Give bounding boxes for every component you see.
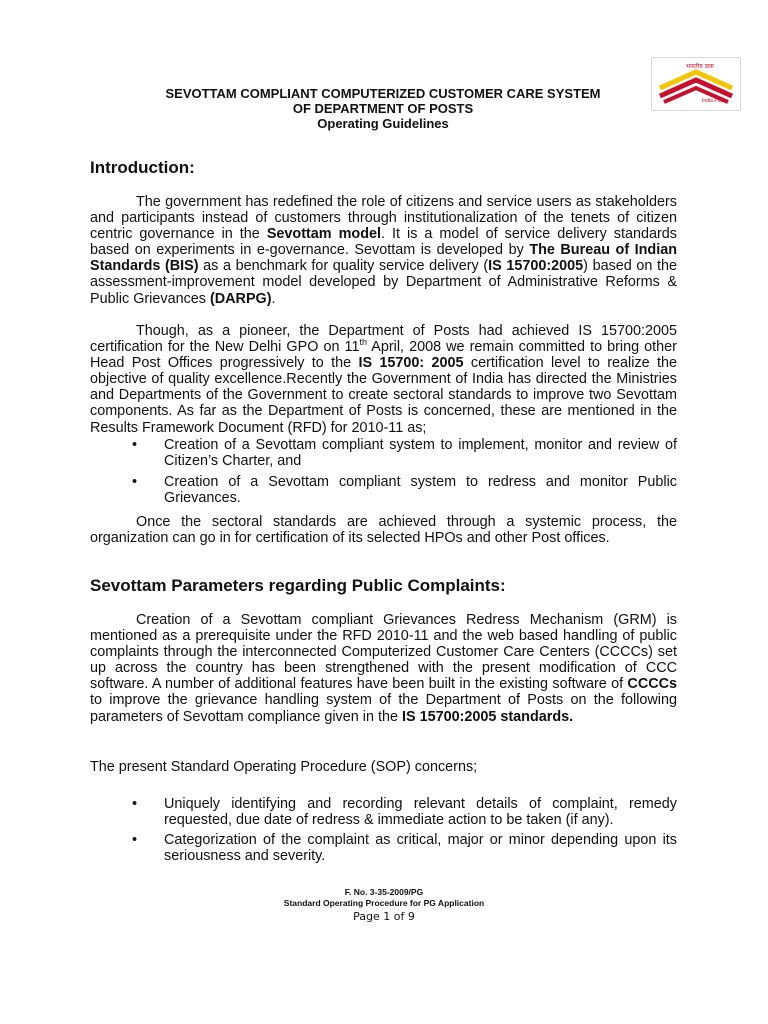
file-number: F. No. 3-35-2009/PG	[344, 887, 424, 897]
title-line-2: OF DEPARTMENT OF POSTS	[292, 101, 474, 116]
text-run: to improve the grievance handling system of the Department of Posts on the following parameters of Sevottam compliance given in the	[90, 692, 677, 725]
text-run: Though, as a pioneer, the Department of Posts had achieved IS 15700:2005 certification for the New Delhi GPO on 11	[90, 323, 677, 356]
params-paragraph-2: The present Standard Operating Procedure (SOP) concerns;	[90, 759, 478, 775]
document-title	[90, 86, 676, 131]
params-bullet-2: Categorization of the complaint as critical, major or minor depending upon its seriousness and severity.	[164, 832, 677, 865]
introduction-heading: Introduction:	[90, 158, 195, 177]
bold-run: IS 15700: 2005	[358, 355, 464, 372]
bullet-marker: •	[132, 832, 138, 848]
bold-run: (DARPG)	[209, 290, 272, 307]
text-run: The government has redefined the role of citizens and service users as stakeholders and participants instead of customers through institutionalization of the tenets of citizen centric governance in the	[90, 194, 677, 243]
params-paragraph-1	[90, 612, 677, 725]
superscript: th	[359, 337, 367, 348]
logo-english-text: India Post	[702, 98, 725, 104]
text-run: .	[271, 290, 276, 307]
text-run: as a benchmark for quality service delivery (	[198, 258, 489, 275]
bullet-marker: •	[132, 474, 138, 490]
intro-paragraph-1	[90, 194, 677, 307]
bullet-marker: •	[132, 796, 138, 812]
bold-run: IS 15700:2005	[488, 258, 584, 275]
logo-hindi-text: भारतीय डाक	[686, 63, 714, 70]
text-run: . It is a model of service delivery standards based on experiments in e-governance. Sevottam is developed by	[90, 226, 677, 259]
page-number: Page 1 of 9	[353, 910, 415, 923]
bold-run: Sevottam model	[266, 226, 381, 243]
text-run: ) based on the assessment-improvement model developed by Department of Administrative Reforms & Public Grievances	[90, 258, 677, 307]
title-line-3: Operating Guidelines	[317, 116, 449, 131]
bold-run: CCCCs	[627, 676, 677, 693]
text-run: Creation of a Sevottam compliant Grievances Redress Mechanism (GRM) is mentioned as a prerequisite under the RFD 2010-11 and the web based handling of public complaints through the interconnected Computerized Customer Care Centers (CCCCs) set up across the country has been strengthened with the present modification of CCC software. A number of additional features have been built in the existing software of	[90, 612, 677, 693]
intro-bullet-2: Creation of a Sevottam compliant system to redress and monitor Public Grievances.	[164, 474, 677, 507]
bold-run: IS 15700:2005 standards.	[401, 708, 574, 725]
text-run: certification level to realize the objective of quality excellence.Recently the Government of India has directed the Ministries and Departments of the Government to create sectoral standards to improve two Sevottam components. As far as the Department of Posts is concerned, these are mentioned in the Results Framework Document (RFD) for 2010-11 as;	[90, 355, 677, 436]
title-line-1: SEVOTTAM COMPLIANT COMPUTERIZED CUSTOMER CARE SYSTEM	[165, 86, 601, 101]
intro-paragraph-3: Once the sectoral standards are achieved through a systemic process, the organization can go in for certification of its selected HPOs and other Post offices.	[90, 514, 677, 547]
sevottam-parameters-heading: Sevottam Parameters regarding Public Complaints:	[90, 576, 506, 595]
text-run: April, 2008 we remain committed to bring other Head Post Offices progressively to the	[90, 339, 677, 372]
intro-paragraph-2	[90, 323, 677, 436]
bold-run: The Bureau of Indian Standards (BIS)	[90, 242, 677, 275]
bullet-marker: •	[132, 437, 138, 453]
intro-bullet-1: Creation of a Sevottam compliant system to implement, monitor and review of Citizen’s Charter, and	[164, 437, 677, 470]
params-bullet-1: Uniquely identifying and recording relevant details of complaint, remedy requested, due date of redress & immediate action to be taken (if any).	[164, 796, 677, 829]
page-footer	[0, 887, 768, 925]
footer-subtitle: Standard Operating Procedure for PG Application	[283, 898, 485, 908]
